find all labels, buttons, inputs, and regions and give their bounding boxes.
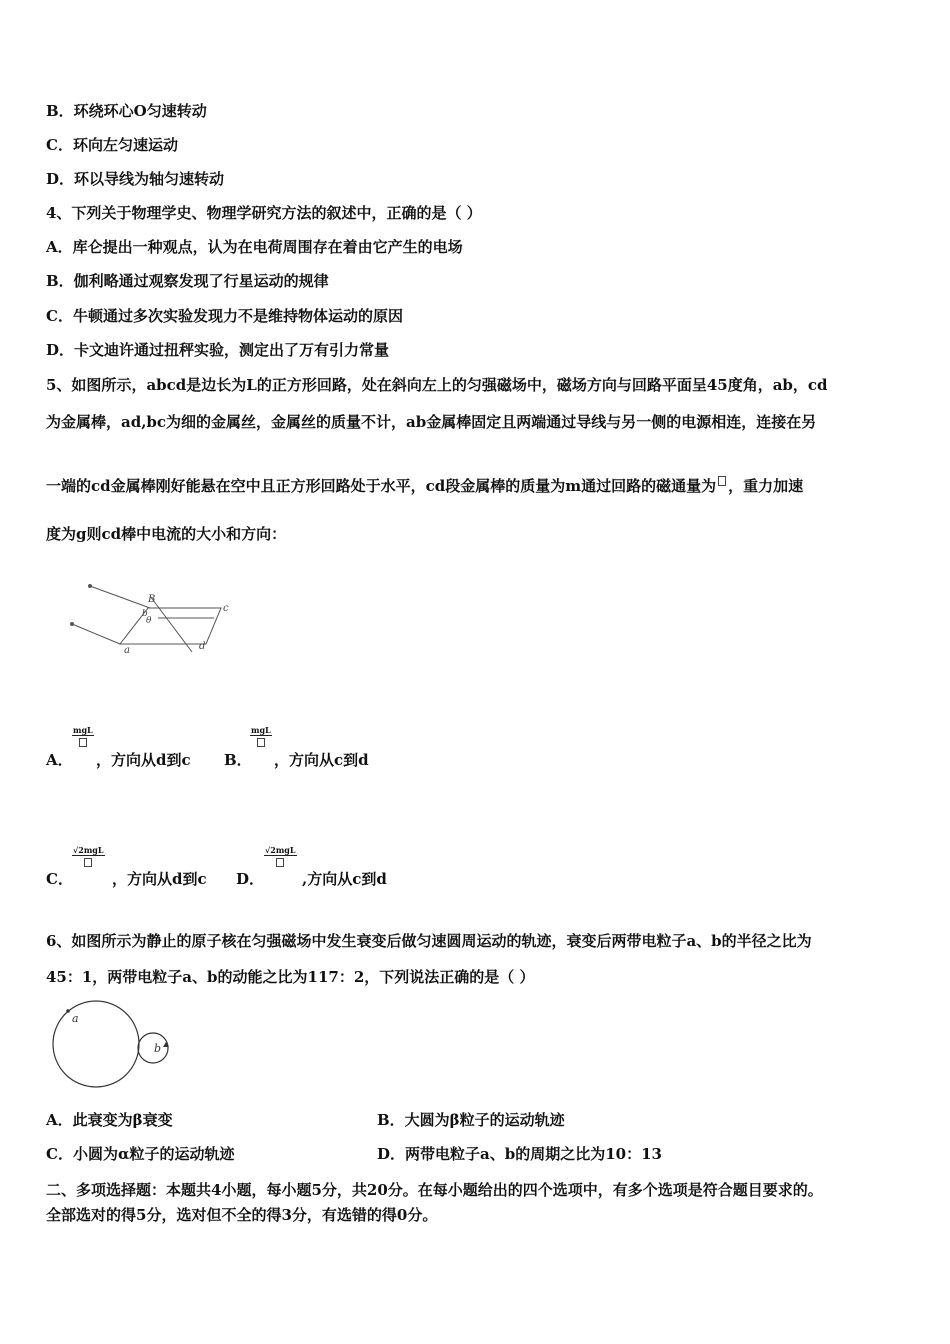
option-d-numerator: √2mgL bbox=[265, 845, 296, 855]
section2-line-1: 二、多项选择题：本题共4小题，每小题5分，共20分。在每小题给出的四个选项中，有多个选项是符合题目要求的。 bbox=[46, 1181, 823, 1199]
label-b: b bbox=[154, 1042, 162, 1055]
option-c-text: ，方向从d到c bbox=[112, 870, 207, 888]
q6-option-a: A．此衰变为β衰变 bbox=[46, 1111, 173, 1129]
q6-line-1: 6、如图所示为静止的原子核在匀强磁场中发生衰变后做匀速圆周运动的轨迹，衰变后两带电粒子a、b的半径之比为 bbox=[46, 932, 812, 950]
flux-symbol bbox=[718, 476, 726, 486]
label-theta: θ bbox=[146, 616, 152, 626]
q4-option-b: B．伽利略通过观察发现了行星运动的规律 bbox=[46, 272, 329, 290]
option-c-numerator: √2mgL bbox=[73, 845, 104, 855]
label-B: B bbox=[148, 594, 156, 605]
label-a: a bbox=[72, 1012, 79, 1025]
q3-option-b: B．环绕环心O匀速转动 bbox=[46, 102, 207, 120]
label-a: a bbox=[124, 645, 130, 656]
section2-line-2: 全部选对的得5分，选对但不全的得3分，有选错的得0分。 bbox=[46, 1206, 438, 1224]
q5-line-3 bbox=[46, 476, 803, 496]
q5-line-2: 为金属棒，ad,bc为细的金属丝，金属丝的质量不计，ab金属棒固定且两端通过导线与另一侧的电源相连，连接在另 bbox=[46, 413, 817, 431]
option-d-text: ,方向从c到d bbox=[302, 870, 387, 888]
q4-stem: 4、下列关于物理学史、物理学研究方法的叙述中，正确的是（ ） bbox=[46, 204, 482, 222]
option-a-text: ，方向从d到c bbox=[96, 751, 191, 769]
particle-a-marker bbox=[66, 1009, 70, 1013]
option-d-label: D． bbox=[236, 870, 265, 888]
option-a-numerator: mgL bbox=[73, 725, 93, 735]
q4-option-c: C．牛顿通过多次实验发现力不是维持物体运动的原因 bbox=[46, 307, 403, 325]
option-c-label: C． bbox=[46, 870, 73, 888]
q6-option-d: D．两带电粒子a、b的周期之比为10：13 bbox=[377, 1145, 662, 1163]
q5-line-3b: ，重力加速 bbox=[728, 477, 804, 495]
option-b-label: B． bbox=[224, 751, 252, 769]
q5-line-4: 度为g则cd棒中电流的大小和方向： bbox=[46, 525, 287, 543]
q4-option-d: D．卡文迪许通过扭秤实验，测定出了万有引力常量 bbox=[46, 341, 390, 359]
option-a-denominator bbox=[79, 738, 87, 747]
label-d: d bbox=[199, 641, 206, 652]
q6-figure bbox=[46, 998, 176, 1090]
q5-line-1: 5、如图所示，abcd是边长为L的正方形回路，处在斜向左上的匀强磁场中，磁场方向与回路平面呈45度角，ab，cd bbox=[46, 376, 828, 394]
small-circle-orbit bbox=[138, 1033, 168, 1063]
label-b: b bbox=[142, 609, 148, 619]
option-b-numerator: mgL bbox=[251, 725, 271, 735]
option-d-fraction bbox=[264, 846, 297, 869]
q3-option-c: C．环向左匀速运动 bbox=[46, 136, 178, 154]
q6-option-c: C．小圆为α粒子的运动轨迹 bbox=[46, 1145, 235, 1163]
option-d-denominator bbox=[276, 858, 284, 867]
q5-line-3a: 一端的cd金属棒刚好能悬在空中且正方形回路处于水平，cd段金属棒的质量为m通过回路的磁通量为 bbox=[46, 477, 717, 495]
q6-option-b: B．大圆为β粒子的运动轨迹 bbox=[377, 1111, 565, 1129]
q4-option-a: A．库仑提出一种观点，认为在电荷周围存在着由它产生的电场 bbox=[46, 238, 463, 256]
q3-option-d: D．环以导线为轴匀速转动 bbox=[46, 170, 225, 188]
option-b-text: ，方向从c到d bbox=[274, 751, 369, 769]
option-b-denominator bbox=[257, 738, 265, 747]
option-a-fraction bbox=[72, 726, 94, 749]
q5-figure bbox=[46, 556, 236, 696]
option-c-denominator bbox=[84, 858, 92, 867]
q6-line-2: 45：1，两带电粒子a、b的动能之比为117：2，下列说法正确的是（ ） bbox=[46, 968, 535, 986]
label-c: c bbox=[223, 603, 229, 614]
large-circle-orbit bbox=[53, 1001, 139, 1087]
option-b-fraction bbox=[250, 726, 272, 749]
option-c-fraction bbox=[72, 846, 105, 869]
option-a-label: A． bbox=[46, 751, 73, 769]
